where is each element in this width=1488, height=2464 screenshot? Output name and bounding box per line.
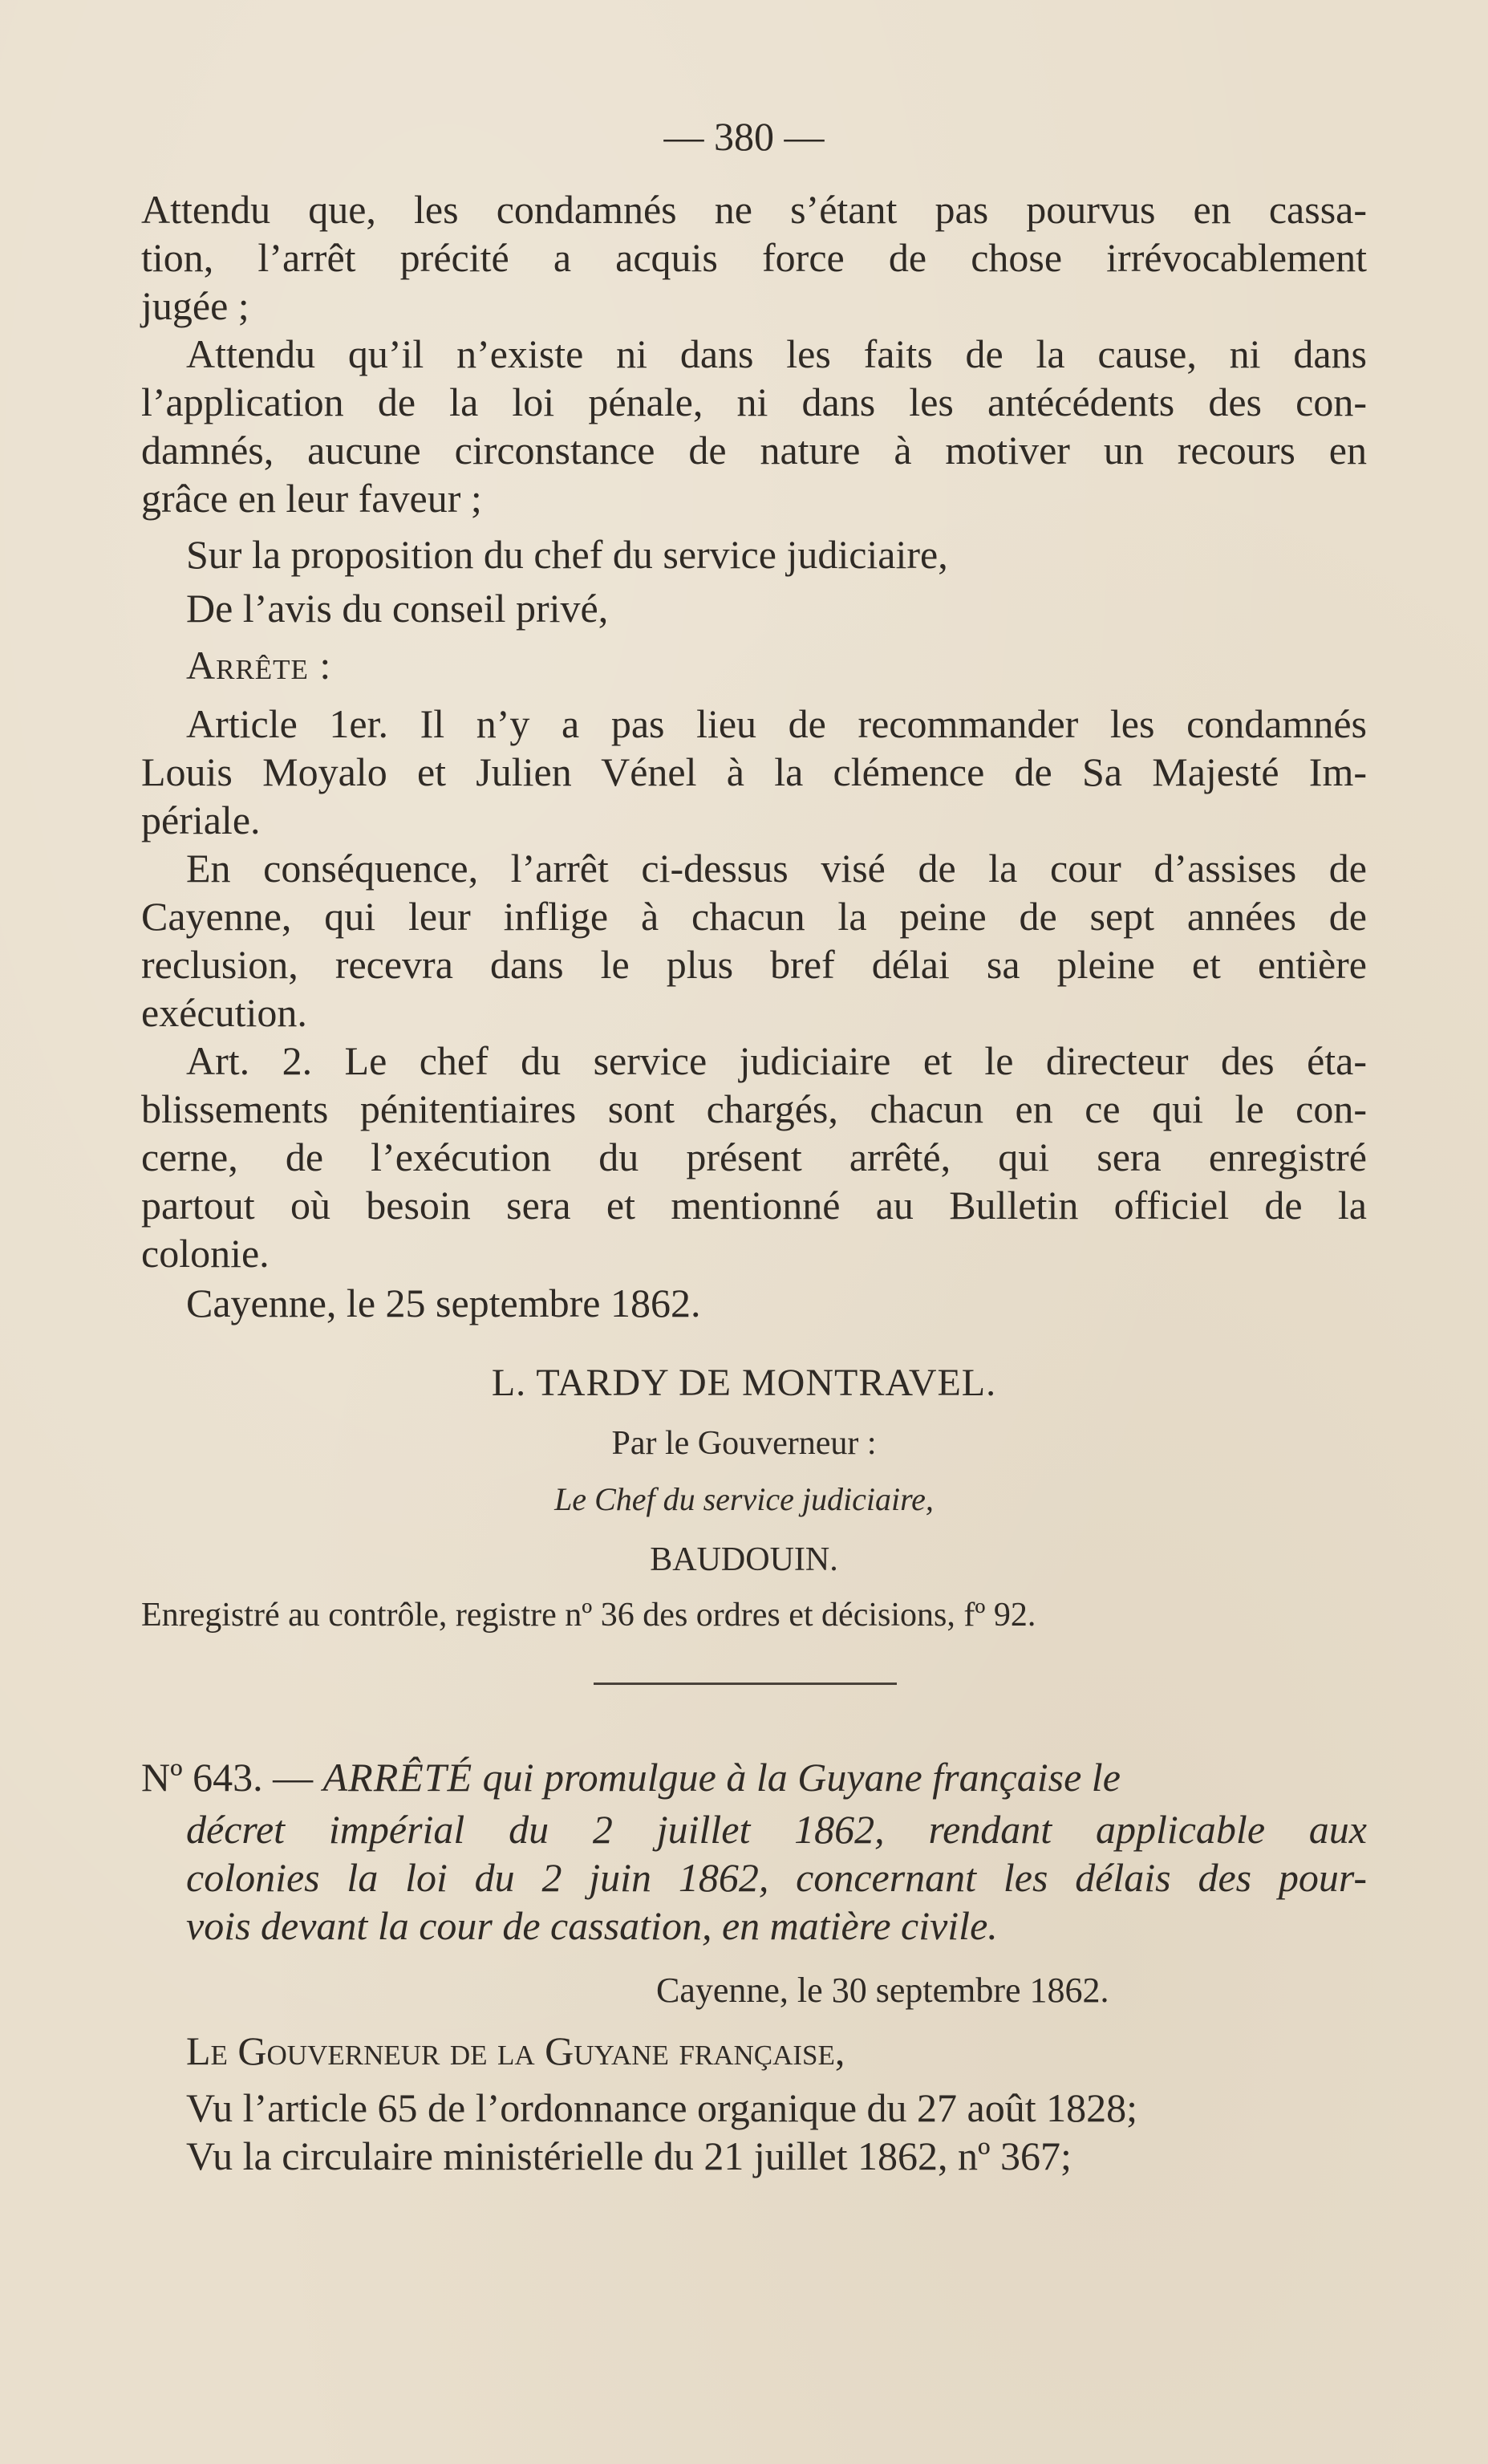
arrete-heading: Arrête : bbox=[186, 643, 332, 688]
text-line: reclusion, recevra dans le plus bref délai sa pleine et entière bbox=[141, 942, 1367, 987]
text-line: blissements pénitentiaires sont chargés, chacun en ce qui le con- bbox=[141, 1086, 1367, 1131]
governor-signature: L. TARDY DE MONTRAVEL. bbox=[491, 1362, 997, 1404]
text-line: l’application de la loi pénale, ni dans les antécédents des con- bbox=[141, 380, 1367, 424]
section-divider bbox=[594, 1683, 897, 1685]
text-line: jugée ; bbox=[141, 283, 249, 328]
text-line: Attendu qu’il n’existe ni dans les faits de la cause, ni dans bbox=[186, 331, 1367, 376]
text-line: De l’avis du conseil privé, bbox=[186, 586, 609, 631]
text-line: En conséquence, l’arrêt ci-dessus visé de la cour d’assises de bbox=[186, 846, 1367, 891]
text-line: cerne, de l’exécution du présent arrêté, qui sera enregistré bbox=[141, 1135, 1367, 1179]
text-line: Cayenne, qui leur inflige à chacun la peine de sept années de bbox=[141, 894, 1367, 939]
decree-body-line: Vu la circulaire ministérielle du 21 juillet 1862, nº 367; bbox=[186, 2133, 1072, 2178]
text-line: partout où besoin sera et mentionné au Bulletin officiel de la bbox=[141, 1183, 1367, 1228]
text-line: colonie. bbox=[141, 1231, 270, 1276]
signature-signer: BAUDOUIN. bbox=[650, 1541, 838, 1578]
decree-body-line: Le Gouverneur de la Guyane française, bbox=[186, 2028, 845, 2073]
date-line: Cayenne, le 25 septembre 1862. bbox=[186, 1281, 701, 1325]
decree-date: Cayenne, le 30 septembre 1862. bbox=[656, 1971, 1109, 2010]
text-line: exécution. bbox=[141, 990, 307, 1035]
text-line: Attendu que, les condamnés ne s’étant pas pourvus en cassa- bbox=[141, 187, 1367, 232]
signature-by: Par le Gouverneur : bbox=[611, 1425, 877, 1462]
text-line: périale. bbox=[141, 798, 261, 842]
signature-role: Le Chef du service judiciaire, bbox=[554, 1481, 934, 1517]
text-line: grâce en leur faveur ; bbox=[141, 476, 482, 521]
text-line: damnés, aucune circonstance de nature à motiver un recours en bbox=[141, 428, 1367, 473]
decree-title-word: ARRÊTÉ bbox=[322, 1755, 473, 1800]
decree-body-line: Vu l’article 65 de l’ordonnance organique du 27 août 1828; bbox=[186, 2085, 1138, 2130]
decree-title-line: qui promulgue à la Guyane française le bbox=[482, 1755, 1121, 1800]
decree-title-line: vois devant la cour de cassation, en matière civile. bbox=[186, 1903, 998, 1948]
text-line: Louis Moyalo et Julien Vénel à la clémence de Sa Majesté Im- bbox=[141, 749, 1367, 794]
decree-number: Nº 643. — bbox=[141, 1755, 314, 1800]
text-line: Article 1er. Il n’y a pas lieu de recommander les condamnés bbox=[186, 701, 1367, 746]
text-line: tion, l’arrêt précité a acquis force de chose irrévocablement bbox=[141, 235, 1367, 280]
text-line: Art. 2. Le chef du service judiciaire et le directeur des éta- bbox=[186, 1038, 1367, 1083]
decree-heading-line bbox=[141, 1753, 1367, 1801]
page-number: — 380 — bbox=[663, 114, 825, 159]
decree-title-line: décret impérial du 2 juillet 1862, rendant applicable aux bbox=[186, 1807, 1367, 1852]
decree-title-line: colonies la loi du 2 juin 1862, concernant les délais des pour- bbox=[186, 1855, 1367, 1900]
text-line: Sur la proposition du chef du service judiciaire, bbox=[186, 532, 948, 577]
registration-note: Enregistré au contrôle, registre nº 36 des ordres et décisions, fº 92. bbox=[141, 1597, 1036, 1634]
